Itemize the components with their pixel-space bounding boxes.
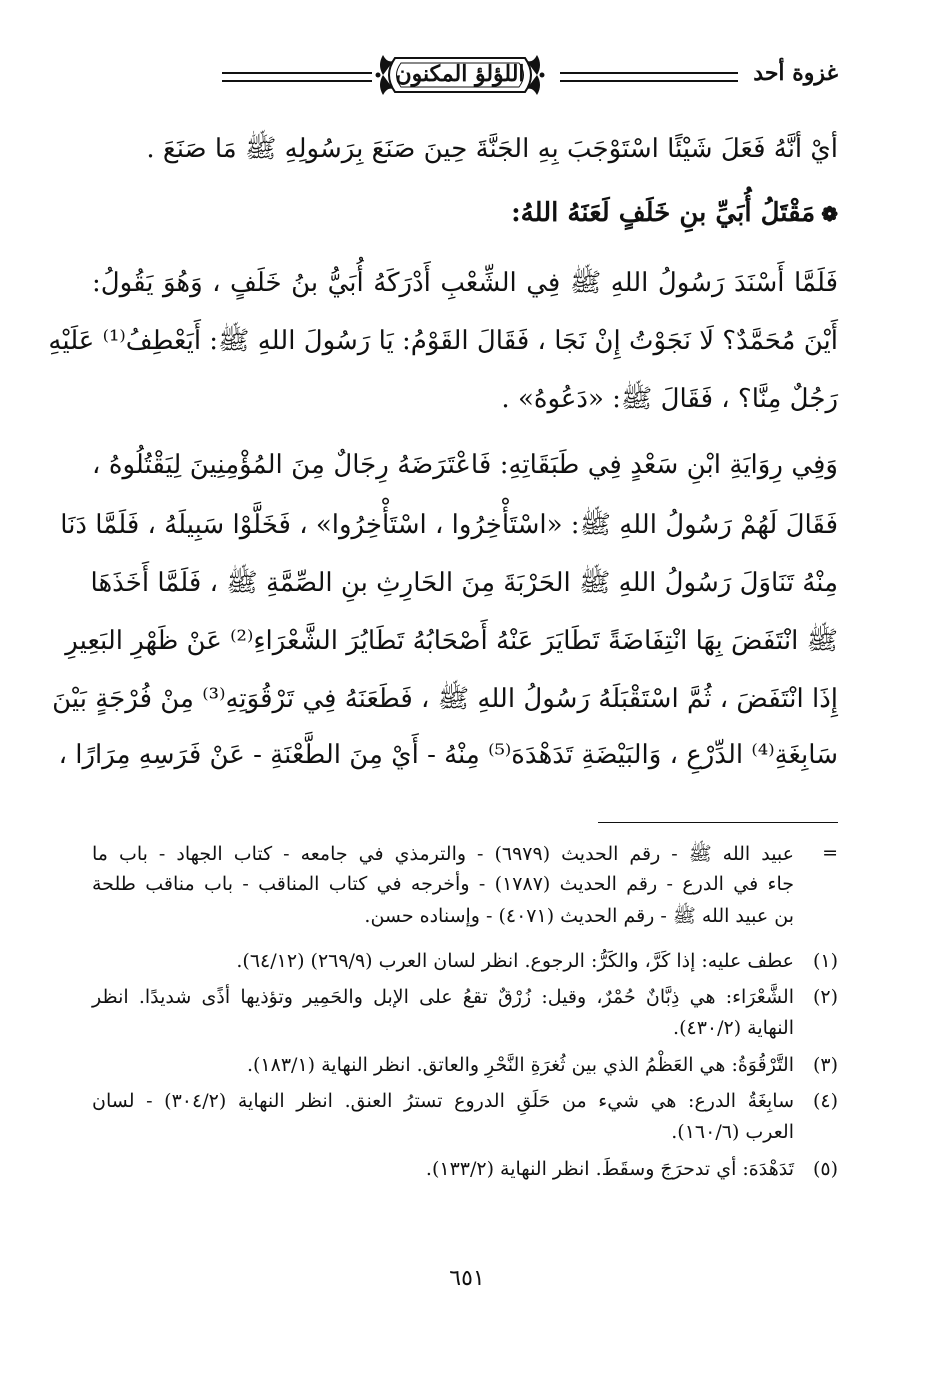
text-line: رَجُلٌ مِنَّا؟ ، فَقَالَ ﷺ: «دَعُوهُ» . (501, 384, 838, 414)
text-line: أيْ أنَّهُ فَعَلَ شَيْئًا اسْتَوْجَبَ بِهِ الجَنَّةَ حِينَ صَنَعَ بِرَسُولِهِ ﷺ مَا صَنَعَ . (146, 134, 838, 164)
ornament-star-icon: ❁ (821, 202, 838, 226)
header-rule-left (222, 72, 372, 82)
text-line: فَلَمَّا أَسْنَدَ رَسُولُ اللهِ ﷺ فِي الشِّعْبِ أَدْرَكَهُ أُبَيُّ بنُ خَلَفٍ ، وَهُوَ يَقُولُ: (92, 268, 838, 298)
text-line: فَقَالَ لَهُمْ رَسُولُ اللهِ ﷺ: «اسْتَأْخِرُوا ، اسْتَأْخِرُوا» ، فَخَلَّوْا سَبِيلَهُ ، فَلَمَّا دَنَا (60, 510, 838, 540)
footnote-text: العرب (١٦٠/٦). (671, 1121, 794, 1143)
footnote-text: عبيد الله ﷺ - رقم الحديث (٦٩٧٩) - والترمذي في جامعه - كتاب الجهاد - باب ما (92, 843, 794, 865)
footnote-text: الشَّعْرَاء: هي ذِبَّانٌ حُمْرٌ، وقيل: زُرْقٌ تقعُ على الإبل والحَمِير وتؤذيها أذًى شديدًا. انظر (92, 986, 794, 1008)
footnote-text: التَّرْقُوَةُ: هي العَظْمُ الذي بين ثُغرَةِ النَّحْرِ والعاتق. انظر النهاية (١٨٣/١). (246, 1054, 794, 1076)
footnote-separator (598, 822, 838, 823)
footnote-number: (٣) (812, 1054, 838, 1076)
footnote-text: بن عبيد الله ﷺ - رقم الحديث (٤٠٧١) - وإسناده حسن. (364, 905, 794, 927)
footnote-text: سابِغَةُ الدرع: هي شيء من حَلَقِ الدروع تسترُ العنق. انظر النهاية (٣٠٤/٢) - لسان (92, 1090, 794, 1112)
footnote-text: عطف عليه: إذا كَرَّ، والكَرُّ: الرجوع. انظر لسان العرب (٢٦٩/٩) (٦٤/١٢). (236, 950, 794, 972)
text-line: مِنْهُ تَنَاوَلَ رَسُولُ اللهِ ﷺ الحَرْبَةَ مِنَ الحَارِثِ بنِ الصِّمَّةِ ﷺ ، فَلَمَّا أَخَذَهَا (90, 568, 838, 598)
book-title: اللؤلؤ المكنون (395, 61, 525, 87)
text-line: وَفِي رِوَايَةِ ابْنِ سَعْدٍ فِي طَبَقَاتِهِ: فَاعْتَرَضَهُ رِجَالٌ مِنَ المُؤْمِنِينَ لِيَقْتُلُوهُ ، (92, 450, 838, 480)
header-rule-right (560, 72, 738, 82)
title-ornament (375, 46, 545, 104)
section-heading (92, 198, 838, 228)
page-number: ٦٥١ (449, 1266, 485, 1291)
footnote-number: (٥) (812, 1158, 838, 1180)
text-line: أَيْنَ مُحَمَّدٌ؟ لَا نَجَوْتُ إِنْ نَجَا ، فَقَالَ القَوْمُ: يَا رَسُولَ اللهِ ﷺ: أَيَعْطِفُ⁽¹⁾ عَلَيْهِ (48, 326, 838, 356)
footnote-text: جاء في الدرع - رقم الحديث (١٧٨٧) - وأخرجه في كتاب المناقب - باب مناقب طلحة (92, 873, 794, 895)
footnote-number: (١) (812, 950, 838, 972)
section-heading-text: مَقْتَلُ أُبَيِّ بنِ خَلَفٍ لَعَنَهُ اللهُ: (511, 198, 816, 228)
footnote-continuation-marker: = (822, 842, 838, 864)
text-line: سَابِغَةِ⁽⁴⁾ الدِّرْعِ ، وَالبَيْضَةِ تَدَهْدَهَ⁽⁵⁾ مِنْهُ - أَيْ مِنَ الطَّعْنَةِ - عَنْ فَرَسِهِ مِرَارًا ، (58, 740, 838, 770)
footnote-text: تَدَهْدَهَ: أي تدحرَجَ وسقَطَ. انظر النهاية (١٣٣/٢). (425, 1158, 794, 1180)
chapter-title: غزوة أحد (753, 60, 838, 86)
running-header (90, 46, 838, 104)
text-line: إِذَا انْتَفَضَ ، ثُمَّ اسْتَقْبَلَهُ رَسُولُ اللهِ ﷺ ، فَطَعَنَهُ فِي تَرْقُوَتِهِ⁽³⁾ مِنْ فُرْجَةٍ بَيْنَ (52, 684, 838, 714)
text-line: ﷺ انْتَفَضَ بِهَا انْتِفَاضَةً تَطَايَرَ عَنْهُ أَصْحَابُهُ تَطَايُرَ الشَّعْرَاءِ⁽²⁾ عَنْ ظَهْرِ البَعِيرِ (65, 626, 838, 656)
footnote-number: (٤) (812, 1090, 838, 1112)
footnote-text: النهاية (٤٣٠/٢). (673, 1017, 794, 1039)
footnote-number: (٢) (812, 986, 838, 1008)
